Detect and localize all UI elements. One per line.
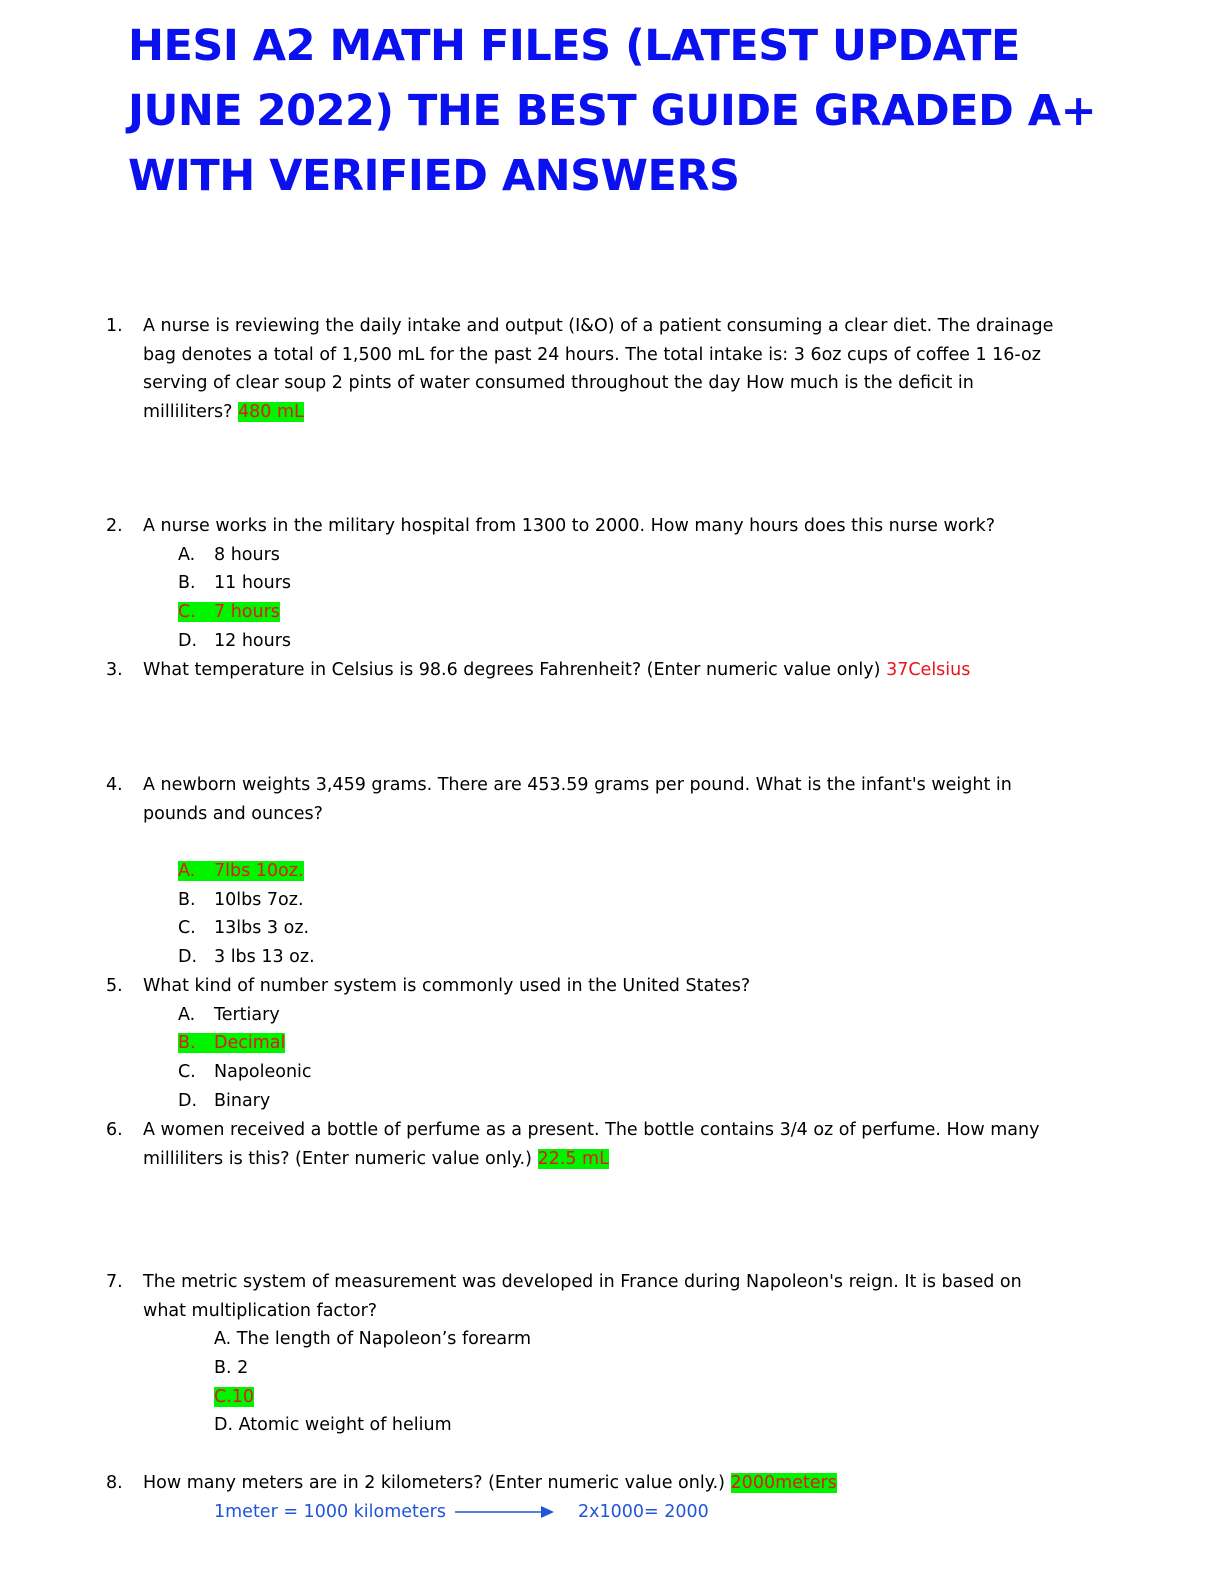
question-number: 1. [106,316,123,336]
answer-highlight: 22.5 mL [537,1148,609,1169]
option-c: C. Napoleonic [178,1062,312,1083]
options-list [178,541,291,656]
question-number: 3. [106,660,123,680]
options-list [178,857,315,972]
question-number: 4. [106,775,123,795]
question-text: How many meters are in 2 kilometers? (Enter numeric value only.) 2000meters [143,1473,837,1493]
option-d: D. Atomic weight of helium [214,1415,452,1436]
option-a-correct: A. 7lbs 10oz. [178,861,304,881]
arrow-right-icon [455,1505,555,1519]
question-text: A nurse is reviewing the daily intake and output (I&O) of a patient consuming a clear diet. The drainage bag denotes a total of 1,500 mL for the past 24 hours. The total intake is: 3 6oz cups of coffee 1 16-oz serving of clear soup 2 pints of water consumed throughout the day How much is the deficit in milliliters? 480 mL [143,316,1054,423]
option-c-correct: C.10 [214,1386,255,1407]
option-b: B. 11 hours [178,573,292,594]
options-list [178,1001,312,1116]
calculation-result: 2x1000= 2000 [578,1502,709,1522]
option-b-correct: B. Decimal [178,1033,286,1054]
question-text: A women received a bottle of perfume as a present. The bottle contains 3/4 oz of perfume. How many milliliters is this? (Enter numeric value only.) 22.5 mL [143,1120,1040,1169]
question-number: 8. [106,1473,123,1493]
option-c-correct: C. 7 hours [178,602,280,623]
question-number: 5. [106,976,123,996]
option-d: D. Binary [178,1090,271,1111]
question-number: 7. [106,1272,123,1292]
option-a: A. The length of Napoleon’s forearm [214,1329,532,1350]
option-d: D. 3 lbs 13 oz. [178,947,315,968]
option-a: A. 8 hours [178,544,280,565]
answer-highlight: 480 mL [238,402,304,423]
question-text: The metric system of measurement was developed in France during Napoleon's reign. It is based on what multiplication factor? [143,1272,1022,1321]
conversion-note: 1meter = 1000 kilometers [214,1502,446,1522]
option-a: A. Tertiary [178,1004,280,1025]
option-b: B. 2 [214,1358,249,1379]
question-text: A newborn weights 3,459 grams. There are 453.59 grams per pound. What is the infant's weight in pounds and ounces? [143,775,1012,824]
answer-highlight: 2000meters [730,1473,837,1493]
option-b: B. 10lbs 7oz. [178,889,304,910]
document-title: HESI A2 MATH FILES (LATEST UPDATE JUNE 2022) THE BEST GUIDE GRADED A+ WITH VERIFIED ANSWERS [128,21,1097,201]
question-text: What kind of number system is commonly used in the United States? [143,976,751,996]
answer-text: 37Celsius [886,660,971,680]
question-text: What temperature in Celsius is 98.6 degrees Fahrenheit? (Enter numeric value only) 37Celsius [143,660,971,680]
question-number: 2. [106,516,123,536]
option-c: C. 13lbs 3 oz. [178,918,310,939]
option-d: D. 12 hours [178,630,292,651]
options-list [214,1325,531,1440]
question-text: A nurse works in the military hospital from 1300 to 2000. How many hours does this nurse work? [143,516,996,536]
question-number: 6. [106,1120,123,1140]
